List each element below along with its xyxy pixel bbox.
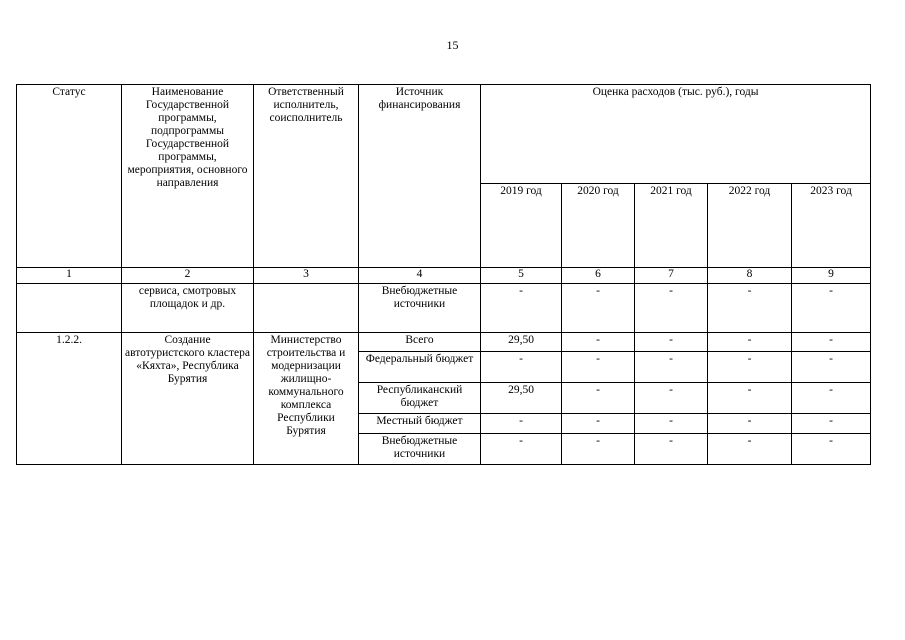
cell-value: - [792, 414, 871, 434]
cell-status: 1.2.2. [17, 333, 122, 465]
cell-value: 29,50 [481, 383, 562, 414]
cell-value: - [635, 383, 708, 414]
cell-value: - [635, 333, 708, 352]
cell-value: - [481, 352, 562, 383]
cell-name: сервиса, смотровых площадок и др. [122, 284, 254, 333]
cell-source: Местный бюджет [359, 414, 481, 434]
cell-source: Федеральный бюджет [359, 352, 481, 383]
header-year: 2020 год [562, 184, 635, 268]
column-number: 4 [359, 268, 481, 284]
cell-value: - [562, 414, 635, 434]
cell-value: - [481, 414, 562, 434]
cell-value: - [792, 284, 871, 333]
header-estimate: Оценка расходов (тыс. руб.), годы [481, 85, 871, 184]
cell-value: - [481, 434, 562, 465]
cell-value: - [635, 352, 708, 383]
cell-value: - [562, 284, 635, 333]
header-year: 2021 год [635, 184, 708, 268]
cell-source: Всего [359, 333, 481, 352]
column-number: 1 [17, 268, 122, 284]
page-number: 15 [446, 38, 459, 52]
cell-value: - [708, 434, 792, 465]
cell-value: - [708, 284, 792, 333]
cell-value: - [635, 434, 708, 465]
header-status: Статус [17, 85, 122, 268]
header-source: Источник финансирования [359, 85, 481, 268]
cell-value: - [708, 352, 792, 383]
cell-value: 29,50 [481, 333, 562, 352]
column-number: 9 [792, 268, 871, 284]
cell-value: - [708, 333, 792, 352]
cell-name: Создание автотуристского кластера «Кяхта», Республика Бурятия [122, 333, 254, 465]
column-number: 2 [122, 268, 254, 284]
cell-source: Республиканский бюджет [359, 383, 481, 414]
cell-value: - [635, 284, 708, 333]
cell-value: - [562, 333, 635, 352]
cell-value: - [562, 434, 635, 465]
header-year: 2019 год [481, 184, 562, 268]
cell-executor: Министерство строительства и модернизации жилищно-коммунального комплекса Республики Бурятия [254, 333, 359, 465]
header-name: Наименование Государственной программы, подпрограммы Государственной программы, мероприятия, основного направления [122, 85, 254, 268]
cell-source: Внебюджетные источники [359, 284, 481, 333]
cell-status [17, 284, 122, 333]
table-row [17, 333, 871, 352]
column-number: 6 [562, 268, 635, 284]
cell-value: - [562, 352, 635, 383]
column-numbers-row [17, 268, 871, 284]
header-year: 2023 год [792, 184, 871, 268]
cell-source: Внебюджетные источники [359, 434, 481, 465]
cell-value: - [708, 383, 792, 414]
budget-table [16, 84, 871, 465]
header-year: 2022 год [708, 184, 792, 268]
cell-value: - [792, 333, 871, 352]
cell-value: - [481, 284, 562, 333]
cell-value: - [562, 383, 635, 414]
column-number: 5 [481, 268, 562, 284]
cell-value: - [792, 352, 871, 383]
header-executor: Ответственный исполнитель, соисполнитель [254, 85, 359, 268]
header-row [17, 85, 871, 184]
cell-value: - [708, 414, 792, 434]
cell-executor [254, 284, 359, 333]
cell-value: - [792, 434, 871, 465]
column-number: 3 [254, 268, 359, 284]
column-number: 7 [635, 268, 708, 284]
cell-value: - [792, 383, 871, 414]
table-row [17, 284, 871, 333]
column-number: 8 [708, 268, 792, 284]
cell-value: - [635, 414, 708, 434]
